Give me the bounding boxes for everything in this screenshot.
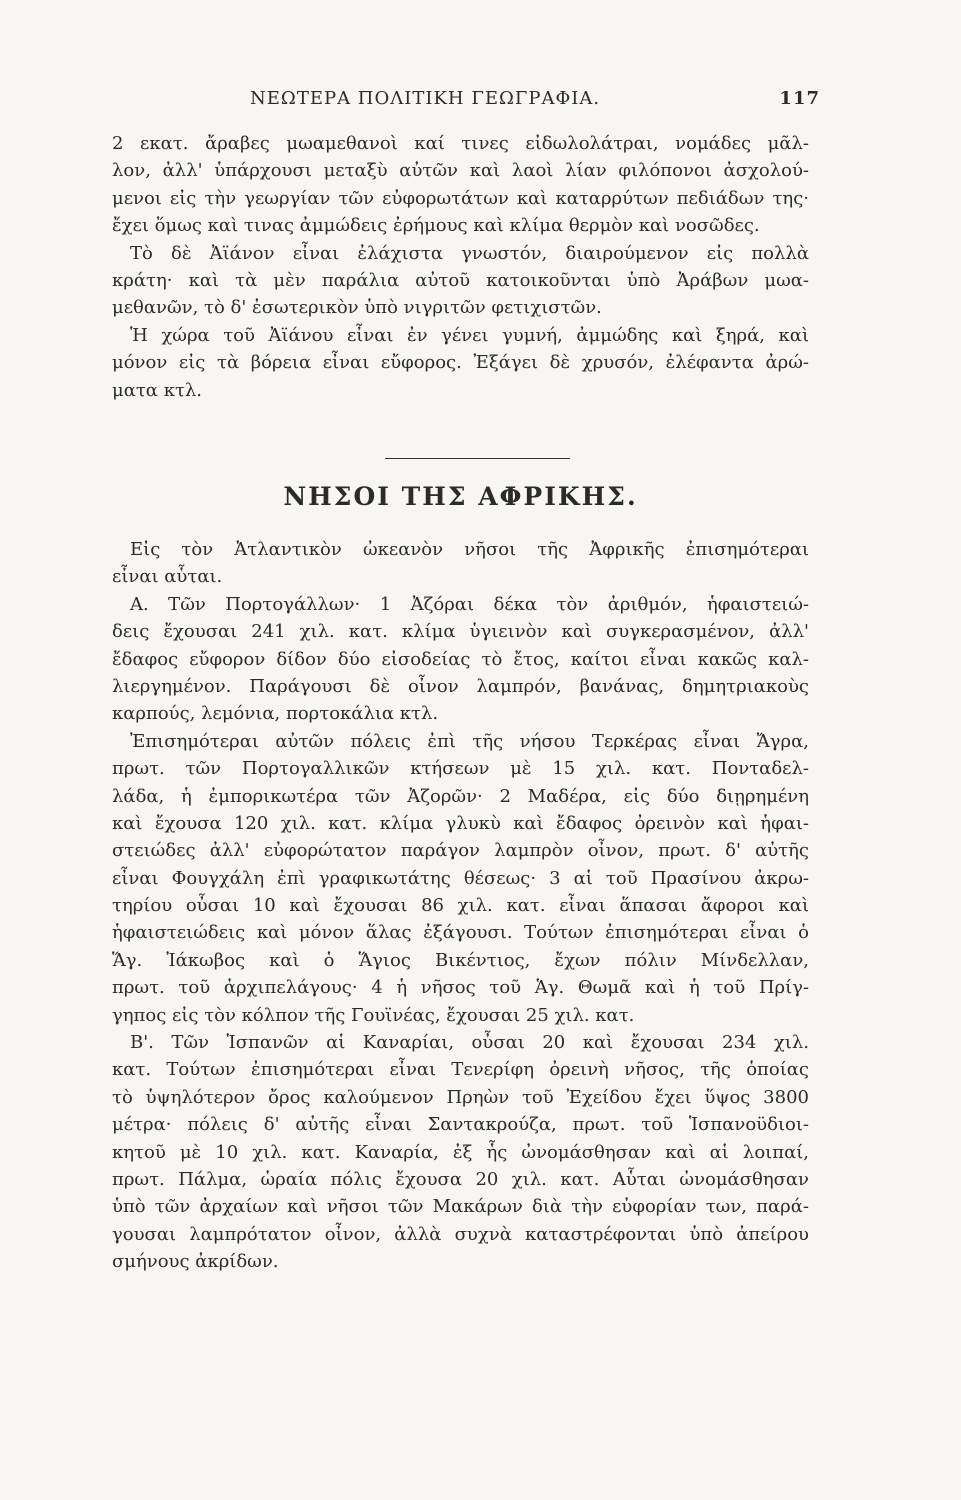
text-line: Β'. Τῶν Ἱσπανῶν αἱ Καναρίαι, οὖσαι 20 καὶ ἔχουσαι 234 χιλ. — [130, 1032, 809, 1054]
text-line: γηπος εἰς τὸν κόλπον τῆς Γουϊνέας, ἔχουσαι 25 χιλ. κατ. — [112, 1004, 635, 1026]
section2-text — [112, 536, 809, 1276]
running-title: ΝΕΩΤΕΡΑ ΠΟΛΙΤΙΚΗ ΓΕΩΓΡΑΦΙΑ. — [250, 88, 601, 109]
text-line: Α. Τῶν Πορτογάλλων· 1 Ἀζόραι δέκα τὸν ἀριθμόν, ἡφαιστειώ- — [130, 593, 809, 615]
text-line: Τὸ δὲ Ἀϊάνον εἶναι ἐλάχιστα γνωστόν, διαιρούμενον εἰς πολλὰ — [130, 242, 809, 264]
section-divider — [385, 458, 570, 459]
text-line: Ἅγ. Ἰάκωβος καὶ ὁ Ἅγιος Βικέντιος, ἔχων πόλιν Μίνδελλαν, — [112, 949, 809, 971]
text-line: ματα κτλ. — [112, 379, 203, 401]
text-line: πρωτ. τῶν Πορτογαλλικῶν κτήσεων μὲ 15 χιλ. κατ. Πονταδελ- — [112, 758, 809, 780]
text-line: πρωτ. τοῦ ἀρχιπελάγους· 4 ἡ νῆσος τοῦ Ἁγ. Θωμᾶ καὶ ἡ τοῦ Πρίγ- — [112, 977, 809, 999]
text-line: κατ. Τούτων ἐπισημότεραι εἶναι Τενερίφη ὀρεινὴ νῆσος, τῆς ὁποίας — [112, 1059, 809, 1081]
text-line: ἔδαφος εὔφορον δίδον δύο εἰσοδείας τὸ ἔτος, καίτοι εἶναι κακῶς καλ- — [112, 648, 809, 670]
text-line: λάδα, ἡ ἐμπορικωτέρα τῶν Ἀζορῶν· 2 Μαδέρα, εἰς δύο διῃρημένη — [112, 785, 809, 807]
text-line: μενοι εἰς τὴν γεωργίαν τῶν εὐφορωτάτων καὶ καταρρύτων πεδιάδων της· — [112, 187, 809, 209]
text-line: 2 εκατ. ἄραβες μωαμεθανοὶ καί τινες εἰδωλολάτραι, νομάδες μᾶλ- — [112, 133, 809, 154]
text-line: Ἐπισημότεραι αὐτῶν πόλεις ἐπὶ τῆς νήσου Τερκέρας εἶναι Ἄγρα, — [130, 730, 809, 752]
page-number: 117 — [779, 88, 820, 109]
section-title: ΝΗΣΟΙ ΤΗΣ ΑΦΡΙΚΗΣ. — [283, 482, 638, 511]
text-line: γουσαι λαμπρότατον οἶνον, ἀλλὰ συχνὰ καταστρέφονται ὑπὸ ἀπείρου — [112, 1223, 809, 1245]
text-line: λον, ἀλλ' ὑπάρχουσι μεταξὺ αὐτῶν καὶ λαοὶ λίαν φιλόπονοι ἀσχολού- — [112, 160, 809, 182]
text-line: ἔχει ὅμως καὶ τινας ἀμμώδεις ἐρήμους καὶ κλίμα θερμὸν καὶ νοσῶδες. — [112, 215, 760, 237]
text-line: Εἰς τὸν Ἀτλαντικὸν ὠκεανὸν νῆσοι τῆς Ἀφρικῆς ἐπισημότεραι — [130, 539, 809, 560]
text-line: κράτη· καὶ τὰ μὲν παράλια αὐτοῦ κατοικοῦνται ὑπὸ Ἀράβων μωα- — [112, 269, 809, 291]
text-line: λιεργημένον. Παράγουσι δὲ οἶνον λαμπρόν, βανάνας, δημητριακοὺς — [112, 675, 809, 697]
text-line: ἡφαιστειώδεις καὶ μόνον ἅλας ἐξάγουσι. Τούτων ἐπισημότεραι εἶναι ὁ — [112, 922, 809, 944]
text-line: σμήνους ἀκρίδων. — [112, 1251, 279, 1273]
text-line: εἶναι Φουγχάλη ἐπὶ γραφικωτάτης θέσεως· 3 αἱ τοῦ Πρασίνου ἀκρω- — [112, 867, 809, 889]
text-line: μέτρα· πόλεις δ' αὐτῆς εἶναι Σαντακρούζα, πρωτ. τοῦ Ἱσπανοϋδιοι- — [112, 1114, 809, 1136]
text-line: κητοῦ μὲ 10 χιλ. κατ. Καναρία, ἐξ ἧς ὠνομάσθησαν καὶ αἱ λοιπαί, — [112, 1141, 809, 1163]
text-line: τηρίου οὖσαι 10 καὶ ἔχουσαι 86 χιλ. κατ. εἶναι ἅπασαι ἄφοροι καὶ — [112, 895, 809, 917]
text-line: εἶναι αὗται. — [112, 566, 223, 588]
section1-text — [112, 130, 809, 404]
text-line: ὑπὸ τῶν ἀρχαίων καὶ νῆσοι τῶν Μακάρων διὰ τὴν εὐφορίαν των, παρά- — [112, 1196, 809, 1218]
text-line: στειώδες ἀλλ' εὐφορώτατον παράγον λαμπρὸν οἶνον, πρωτ. δ' αὐτῆς — [112, 840, 809, 862]
text-line: Ἡ χώρα τοῦ Ἀϊάνου εἶναι ἐν γένει γυμνή, ἀμμώδης καὶ ξηρά, καὶ — [130, 324, 809, 346]
text-line: μεθανῶν, τὸ δ' ἐσωτερικὸν ὑπὸ νιγριτῶν φετιχιστῶν. — [112, 297, 602, 319]
text-line: πρωτ. Πάλμα, ὡραία πόλις ἔχουσα 20 χιλ. κατ. Αὗται ὠνομάσθησαν — [112, 1168, 809, 1190]
text-line: μόνον εἰς τὰ βόρεια εἶναι εὔφορος. Ἐξάγει δὲ χρυσόν, ἐλέφαντα ἀρώ- — [112, 352, 809, 374]
running-header — [250, 88, 820, 109]
text-line: δεις ἔχουσαι 241 χιλ. κατ. κλίμα ὑγιεινὸν καὶ συγκερασμένον, ἀλλ' — [112, 621, 809, 643]
text-line: καὶ ἔχουσα 120 χιλ. κατ. κλίμα γλυκὺ καὶ ἔδαφος ὀρεινὸν καὶ ἡφαι- — [112, 812, 809, 834]
text-line: τὸ ὑψηλότερον ὄρος καλούμενον Πρηὼν τοῦ Ἐχείδου ἔχει ὕψος 3800 — [112, 1086, 809, 1108]
text-line: καρπούς, λεμόνια, πορτοκάλια κτλ. — [112, 703, 439, 725]
